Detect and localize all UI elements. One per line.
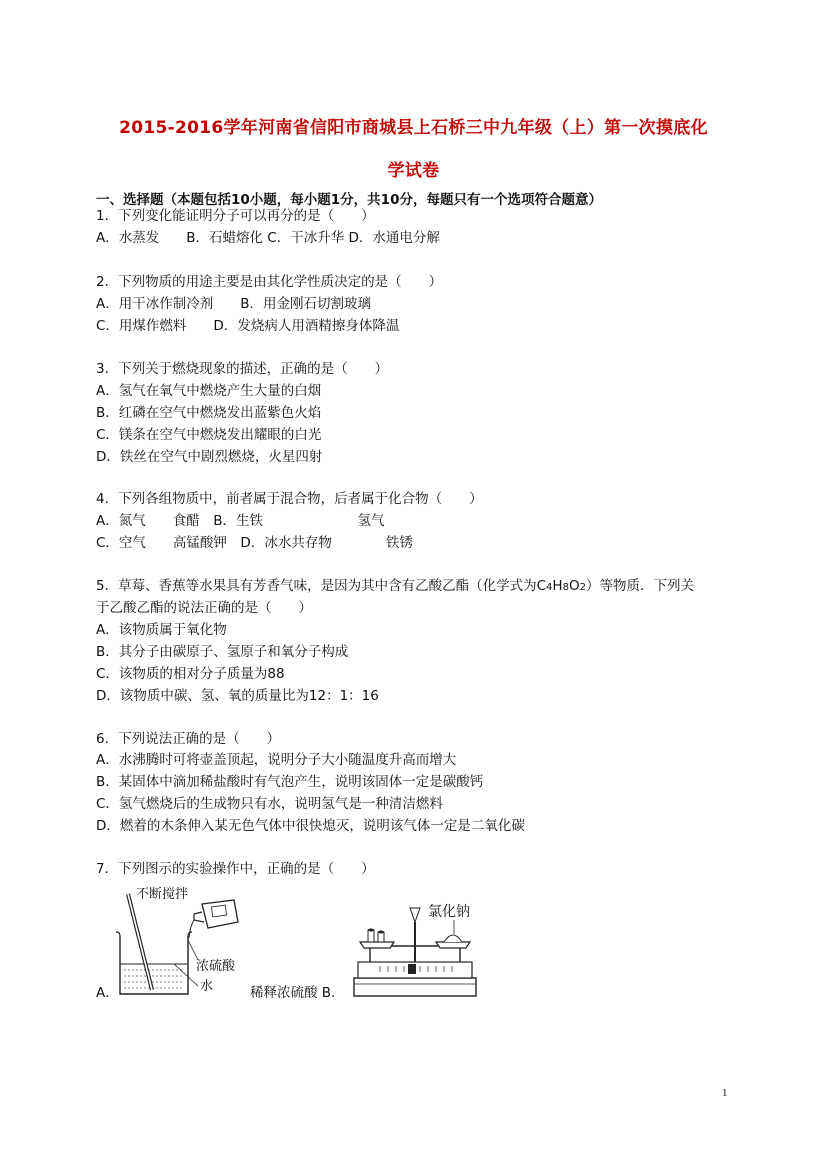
question-6-option-c: C．氢气燃烧后的生成物只有水，说明氢气是一种清洁燃料 <box>96 796 443 812</box>
question-5-option-b: B．其分子由碳原子、氢原子和氧分子构成 <box>96 644 349 660</box>
question-3-stem: 3．下列关于燃烧现象的描述，正确的是（ ） <box>96 361 389 377</box>
question-4-option-cd: C．空气 高锰酸钾 D．冰水共存物 铁锈 <box>96 535 413 551</box>
question-6-option-b: B．某固体中滴加稀盐酸时有气泡产生，说明该固体一定是碳酸钙 <box>96 774 484 790</box>
label-concentrated-acid: 浓硫酸 <box>196 959 236 974</box>
question-4-option-ab: A．氮气 食醋 B．生铁 氢气 <box>96 513 385 529</box>
question-3-option-b: B．红磷在空气中燃烧发出蓝紫色火焰 <box>96 405 322 421</box>
label-stir: 不断搅拌 <box>136 887 189 902</box>
question-3-option-a: A．氢气在氧气中燃烧产生大量的白烟 <box>96 383 322 399</box>
question-5-stem <box>96 577 694 597</box>
chemical-formula: C4H8O2 <box>536 578 586 594</box>
question-5-stem-tail: ）等物质．下列关 <box>585 578 694 594</box>
question-5-option-c: C．该物质的相对分子质量为88 <box>96 666 285 682</box>
section-heading: 一、选择题（本题包括10小题，每小题1分，共10分，每题只有一个选项符合题意） <box>96 192 602 208</box>
question-6-stem: 6．下列说法正确的是（ ） <box>96 731 281 747</box>
question-4-stem: 4．下列各组物质中，前者属于混合物，后者属于化合物（ ） <box>96 491 483 507</box>
question-1-options: A．水蒸发 B．石蜡熔化 C．干冰升华 D．水通电分解 <box>96 230 440 246</box>
question-5-stem-text: 5．草莓、香蕉等水果具有芳香气味，是因为其中含有乙酸乙酯（化学式为 <box>96 578 537 594</box>
question-6-option-a: A．水沸腾时可将壶盖顶起，说明分子大小随温度升高而增大 <box>96 752 457 768</box>
question-1-stem: 1．下列变化能证明分子可以再分的是（ ） <box>96 208 375 224</box>
question-7-stem: 7．下列图示的实验操作中，正确的是（ ） <box>96 861 375 877</box>
question-5-option-a: A．该物质属于氧化物 <box>96 622 227 638</box>
page-number: 1 <box>722 1087 728 1099</box>
label-water: 水 <box>200 979 214 994</box>
question-2-stem: 2．下列物质的用途主要是由其化学性质决定的是（ ） <box>96 274 443 290</box>
question-5-option-d: D．该物质中碳、氢、氧的质量比为12：1：16 <box>96 688 379 704</box>
label-sodium-chloride: 氯化钠 <box>428 904 470 920</box>
question-3-option-c: C．镁条在空气中燃烧发出耀眼的白光 <box>96 427 322 443</box>
page-title-line1: 2015-2016学年河南省信阳市商城县上石桥三中九年级（上）第一次摸底化 <box>119 118 708 138</box>
question-6-option-d: D．燃着的木条伸入某无色气体中很快熄灭，说明该气体一定是二氧化碳 <box>96 818 525 834</box>
question-2-option-ab: A．用干冰作制冷剂 B．用金刚石切割玻璃 <box>96 296 371 312</box>
question-7-option-b-label: 稀释浓硫酸 B． <box>250 985 345 1001</box>
question-7-option-a-label: A． <box>96 985 119 1001</box>
page-title-line2: 学试卷 <box>387 161 440 181</box>
question-3-option-d: D．铁丝在空气中剧烈燃烧，火星四射 <box>96 449 323 465</box>
question-2-option-cd: C．用煤作燃料 D．发烧病人用酒精擦身体降温 <box>96 318 400 334</box>
question-5-stem-line2: 于乙酸乙酯的说法正确的是（ ） <box>96 600 312 616</box>
